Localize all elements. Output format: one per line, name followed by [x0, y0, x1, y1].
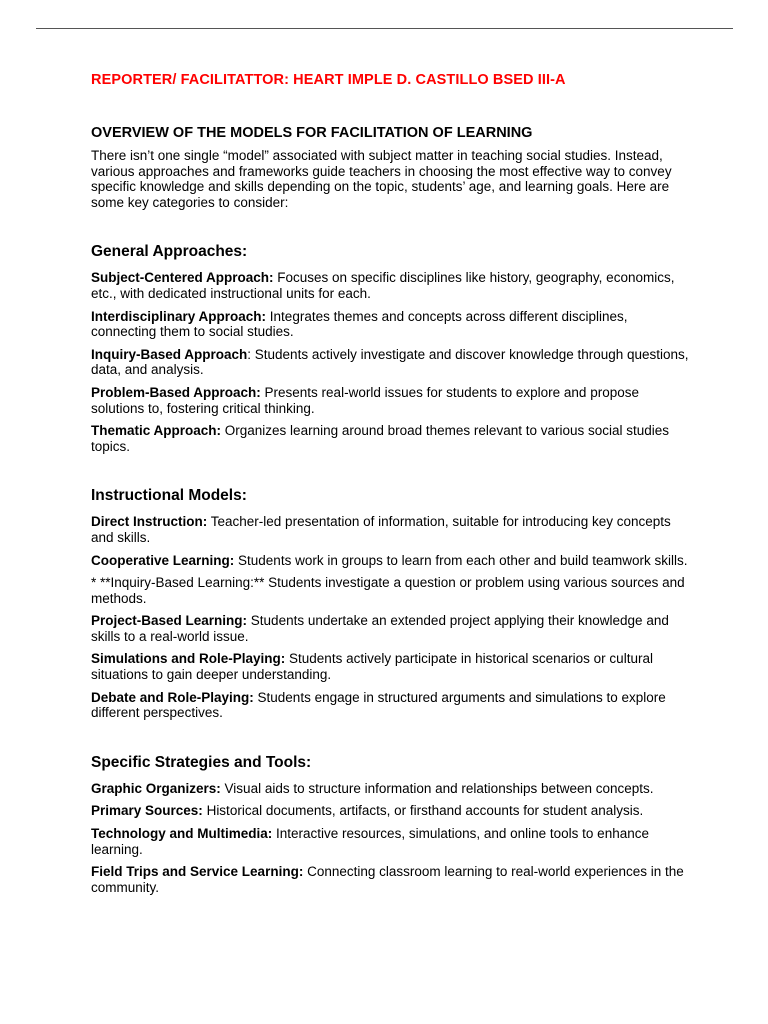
- item-term: Direct Instruction:: [91, 514, 208, 530]
- item-term: Interdisciplinary Approach:: [91, 308, 267, 324]
- list-item: [91, 864, 691, 895]
- section-heading-general-approaches: General Approaches:: [91, 243, 248, 261]
- item-description: Focuses on specific disciplines like history, geography, economics, etc., with dedicated instructional units for each.: [91, 270, 675, 301]
- item-description: Connecting classroom learning to real-world experiences in the community.: [91, 864, 684, 895]
- list-item: [91, 803, 691, 819]
- list-item: [91, 781, 691, 797]
- item-description: Presents real-world issues for students to explore and propose solutions to, fostering critical thinking.: [91, 384, 639, 416]
- item-term: Debate and Role-Playing:: [91, 689, 254, 705]
- item-term: Cooperative Learning:: [91, 552, 235, 568]
- item-term: Simulations and Role-Playing:: [91, 651, 286, 667]
- list-item: [91, 385, 691, 416]
- list-item: [91, 826, 691, 857]
- item-term: Subject-Centered Approach:: [91, 270, 274, 286]
- item-description: Visual aids to structure information and relationships between concepts.: [220, 780, 654, 796]
- item-description: : Students actively investigate and discover knowledge through questions, data, and analysis.: [91, 346, 689, 378]
- item-description: Organizes learning around broad themes relevant to various social studies topics.: [91, 423, 670, 454]
- item-description: * **Inquiry-Based Learning:** Students investigate a question or problem using various sources and methods.: [91, 575, 685, 606]
- list-item: [91, 651, 691, 682]
- list-item: [91, 347, 691, 378]
- section-heading-instructional-models: Instructional Models:: [91, 487, 247, 505]
- item-description: Students work in groups to learn from each other and build teamwork skills.: [234, 552, 688, 568]
- item-description: Teacher-led presentation of information, suitable for introducing key concepts and skills.: [91, 514, 671, 545]
- item-term: Project-Based Learning:: [91, 613, 248, 629]
- item-description: Interactive resources, simulations, and online tools to enhance learning.: [91, 826, 649, 857]
- item-term: Technology and Multimedia:: [91, 826, 273, 842]
- item-term: Problem-Based Approach:: [91, 384, 261, 400]
- list-item: [91, 575, 691, 606]
- list-item: [91, 423, 691, 454]
- item-term: Primary Sources:: [91, 803, 203, 819]
- top-divider: [36, 28, 733, 29]
- item-description: Students actively participate in historical scenarios or cultural situations to gain deeper understanding.: [91, 651, 653, 683]
- intro-paragraph: There isn’t one single “model” associated with subject matter in teaching social studies. Instead, various approaches and frameworks guide teachers in choosing the most effective way to convey specific knowledge and skills depending on the topic, students’ age, and learning goals. Here are some key categories to consider:: [91, 148, 672, 210]
- item-description: Historical documents, artifacts, or firsthand accounts for student analysis.: [202, 803, 644, 819]
- list-item: [91, 270, 691, 301]
- item-description: Students engage in structured arguments and simulations to explore different perspectives.: [91, 689, 666, 721]
- section-heading-strategies-and-tools: Specific Strategies and Tools:: [91, 753, 312, 771]
- list-item: [91, 690, 691, 721]
- item-description: Integrates themes and concepts across different disciplines, connecting them to social studies.: [91, 308, 628, 340]
- list-item: [91, 514, 691, 545]
- reporter-line: REPORTER/ FACILITATTOR: HEART IMPLE D. CASTILLO BSED III-A: [91, 72, 566, 88]
- list-item: [91, 613, 691, 644]
- item-term: Graphic Organizers:: [91, 780, 221, 796]
- item-term: Thematic Approach:: [91, 423, 222, 439]
- list-item: [91, 553, 691, 569]
- list-item: [91, 309, 691, 340]
- document-body: [91, 71, 691, 895]
- item-description: Students undertake an extended project applying their knowledge and skills to a real-world issue.: [91, 613, 669, 644]
- item-term: Inquiry-Based Approach: [91, 346, 248, 362]
- item-term: Field Trips and Service Learning:: [91, 864, 304, 880]
- page-title: OVERVIEW OF THE MODELS FOR FACILITATION OF LEARNING: [91, 125, 533, 141]
